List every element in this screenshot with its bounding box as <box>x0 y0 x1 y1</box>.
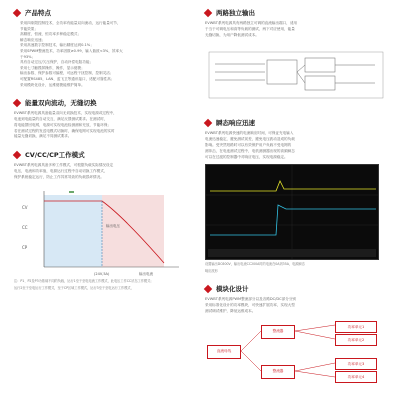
cv-region <box>44 195 102 267</box>
cvcc-note: 注：P1、P2及P3为基础不同的负载，运行1至于至电电流工作模式，此电压工作CC状态工作模式； <box>14 278 154 283</box>
connector <box>241 351 261 371</box>
bidir-line: EVWBT系列电源具备能量双向无切换技术，实现电源或过程中， <box>14 111 117 116</box>
modular-line: EVWBT系列电源PWM整流部分以及各路DC/DC部分分别 <box>205 297 297 302</box>
wire <box>297 65 305 72</box>
features-heading <box>14 8 192 17</box>
bidir-heading <box>14 98 192 107</box>
oscilloscope-screenshot <box>205 164 379 260</box>
feature-item: 输出参数、保护参数可编程，可远程干扰控制，控制灵活； <box>20 71 114 76</box>
modular-title: 模块化设计 <box>216 285 249 294</box>
power-unit-2: 功率单元2 <box>335 334 377 346</box>
modular-line: 测试调试维护，降低运维成本。 <box>205 308 256 313</box>
wire <box>297 72 305 83</box>
transient-caption-2: 响应波形 <box>205 269 218 274</box>
transient-line: 电流迅速稳定，避免测试误差，避免电压波动造成的负载 <box>205 137 295 142</box>
voltage-trace <box>210 181 376 191</box>
cvcc-notes <box>14 279 192 291</box>
connector <box>295 363 335 371</box>
label-cp: CP <box>22 244 28 250</box>
power-unit-3: 功率单元3 <box>335 358 377 370</box>
cvcc-line: EVWBT系列电源具备多种工作模式，可根据负载实际情况设定 <box>14 163 114 168</box>
feature-item: 采用高速数字控制技术，输出精度达到0.1%； <box>20 43 94 48</box>
feature-item: 采用七寸触摸屏操作，操作，显示便捷； <box>20 65 85 70</box>
cp-region <box>102 195 164 267</box>
label-cc: CC <box>22 224 28 230</box>
transient-text <box>205 131 387 160</box>
rectifier-block <box>267 60 297 84</box>
transient-caption: 设置输出DC600V，输出电流CC200A时的电流在0A到35A，电源瞬态 <box>205 262 305 267</box>
feature-item: 具有自动过压/欠压保护，自动补偿电阻功能； <box>20 60 94 65</box>
diamond-icon <box>204 119 212 127</box>
connector <box>241 331 261 351</box>
transient-line: 影响。受突然短路时可以有效保护用户负载不受电网的 <box>205 142 292 147</box>
label-iout: 输出电流 <box>139 271 153 276</box>
transient-line: 测冲击，在电池测试过程中，电机测测器出现的高频瞬态 <box>205 148 295 153</box>
diamond-icon <box>13 8 21 16</box>
cvcc-diagram-svg <box>14 187 192 277</box>
rectifier-box-2: 整流器 <box>261 365 295 379</box>
transient-line: EVWBT系列电源快速的电流响应时间，可保证充电输入 <box>205 131 294 136</box>
rectifier-text <box>205 21 387 38</box>
feature-item: 于93%； <box>20 54 36 59</box>
diamond-icon <box>13 150 21 158</box>
feature-item: 节能效果； <box>20 26 38 31</box>
feature-item: 可配置RS485，LAN、蓝飞卫等通讯接口，适配可靠性高； <box>20 76 115 81</box>
right-column <box>205 8 387 383</box>
oscilloscope-svg <box>206 165 378 259</box>
dcdc-block-2 <box>305 76 335 90</box>
rectifier-line: EVWBT系列电源具有两路独立可调的直流输出端口，适用 <box>205 21 298 25</box>
bidir-title: 能量双向流动，无缝切换 <box>25 99 97 108</box>
left-column <box>14 8 192 291</box>
feature-item: 采用SPWM整流技术，功率因数≥0.99，输入谐波<3%，效率大 <box>20 48 123 53</box>
feature-item: 采用四象限控制技术，全功率有能量双向流动，运行能量可节， <box>20 21 121 25</box>
power-unit-1: 功率单元1 <box>335 321 377 333</box>
cvcc-heading <box>14 150 192 159</box>
rectifier-heading <box>205 8 387 17</box>
rectifier-box-1: 整流器 <box>261 325 295 339</box>
feature-item: 高精度，恒流、恒功率多种稳定模式； <box>20 32 82 37</box>
bidir-line: 能量无缝切换，满足不同测试要求。 <box>14 134 72 139</box>
label-24v: (24V,5A) <box>94 271 110 276</box>
cvcc-line: 保护系统稳定运行，防止工作异常导致的负载损坏情况。 <box>14 174 104 179</box>
modular-line: 采用标准化设计的功率模块，可快速扩展功率，实现大型 <box>205 303 295 308</box>
feature-item: 瞬态响应迅速； <box>20 37 46 42</box>
features-title: 产品特点 <box>25 9 51 17</box>
power-unit-4: 功率单元4 <box>335 371 377 383</box>
transient-heading <box>205 118 387 127</box>
circuit-schematic <box>205 42 387 104</box>
diamond-icon <box>204 285 212 293</box>
modular-text <box>205 297 387 314</box>
cvcc-text <box>14 163 192 180</box>
bidir-line: 将电能馈回电网，电源可实现电池检测测和充放，节能环保； <box>14 122 112 127</box>
cvcc-title: CV/CC/CP工作模式 <box>25 151 85 160</box>
connector <box>295 331 335 339</box>
bidir-text <box>14 111 192 140</box>
modular-diagram <box>205 321 387 383</box>
label-cv: CV <box>22 204 28 210</box>
bidir-line: 电池到电能量的自动交互，满足反馈测试要求。在测试时， <box>14 116 108 121</box>
label-vout: 输出电压 <box>106 223 120 228</box>
rectifier-line: 于当于可调电压和高等负载的测试，两下对应使用，能量 <box>205 26 295 31</box>
current-trace <box>210 205 376 235</box>
connector <box>295 371 335 377</box>
connector <box>295 325 335 331</box>
modular-heading <box>205 284 387 293</box>
diamond-icon <box>204 8 212 16</box>
status-bar <box>208 249 376 257</box>
feature-item: 采用模块化设计，运维便捷能维护简单。 <box>20 82 85 87</box>
transient-title: 瞬态响应迅速 <box>216 119 255 128</box>
cvcc-note: 运行2至于至电运行工作模式，至于CP区域工作模式，运行3至于至电运行工作模式， <box>14 285 134 290</box>
cvcc-line: 电压，电流和功率值，电源运行过程中自动切换工作模式， <box>14 168 108 173</box>
diamond-icon <box>13 98 21 106</box>
dcdc-block-1 <box>305 58 335 72</box>
features-list <box>14 21 192 88</box>
rectifier-line: 无缝切换，为用户降低测试成本。 <box>205 32 259 37</box>
schematic-frame <box>209 52 383 98</box>
bus-box: 直流母线 <box>207 345 241 359</box>
cvcc-diagram <box>14 187 192 277</box>
rectifier-title: 两路独立输出 <box>216 9 255 17</box>
bidir-line: 若在测试过程的发送电模式切换时，确保电网可实现电池的实时 <box>14 128 115 133</box>
transient-line: 可以在过渡的控制器中对响应电压，实现电源稳定。 <box>205 154 288 159</box>
